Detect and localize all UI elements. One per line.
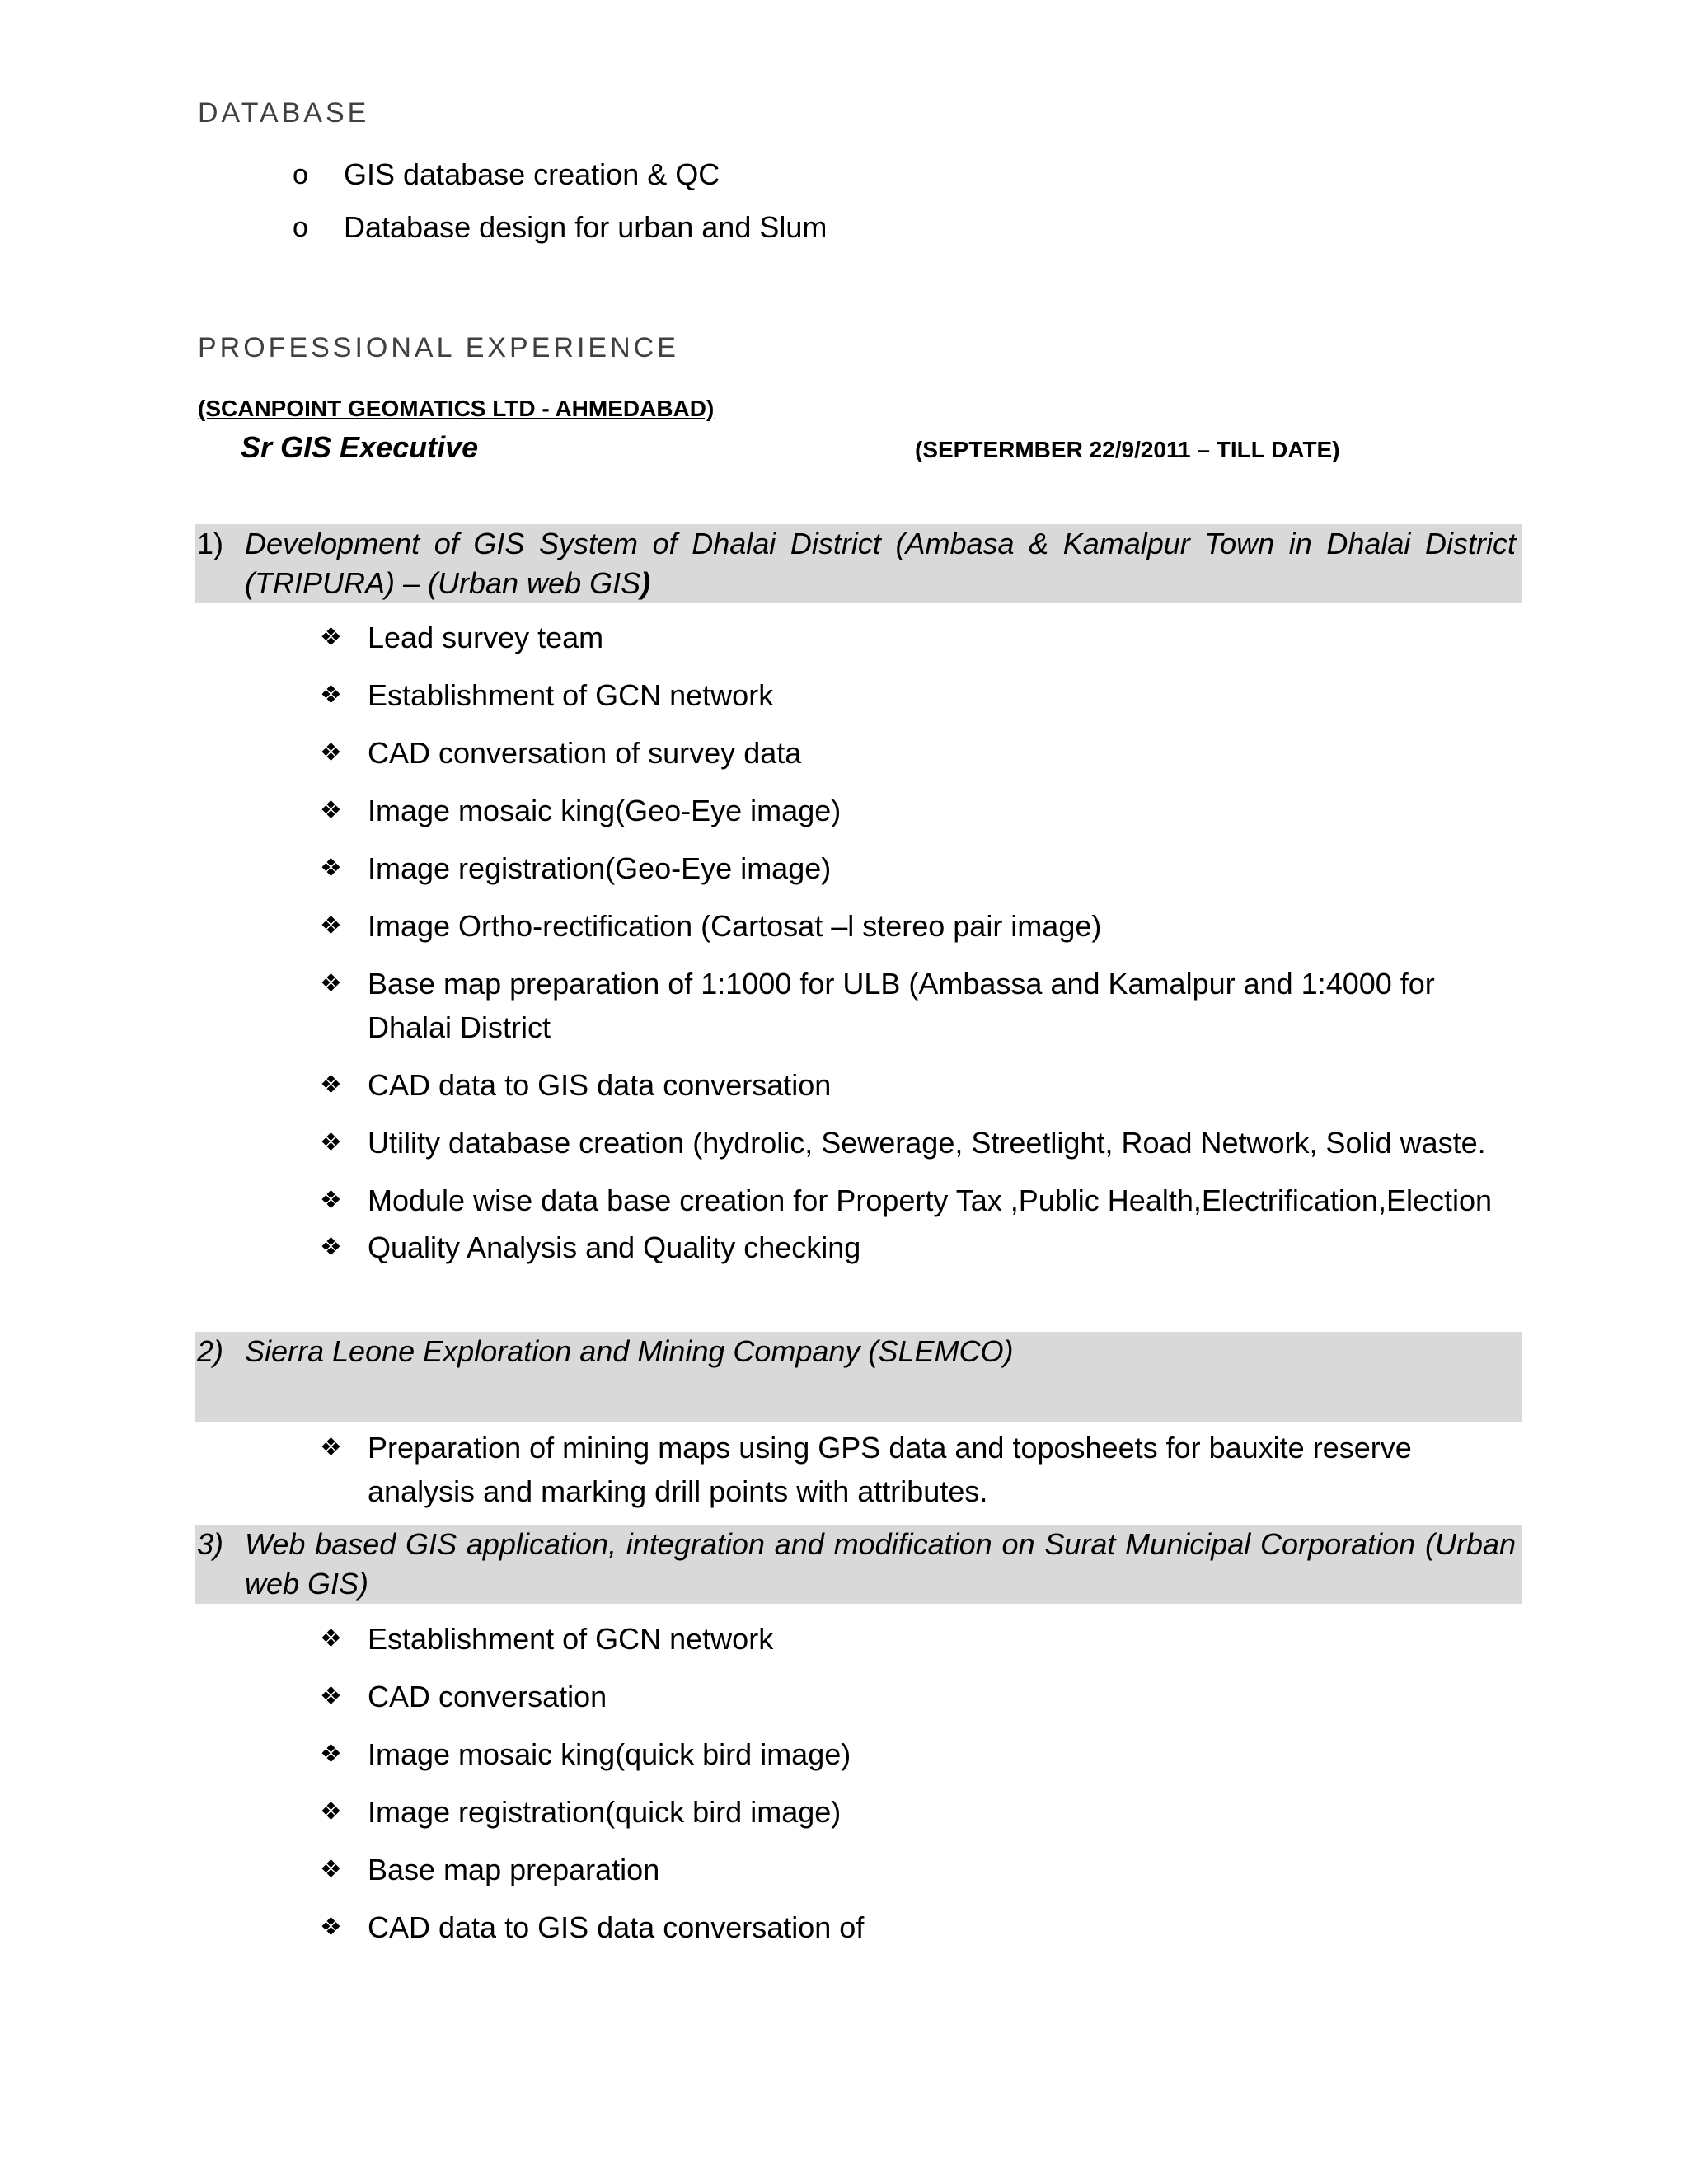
diamond-bullet-icon: ❖: [320, 1071, 342, 1099]
list-item: ❖ Image registration(quick bird image): [320, 1790, 1523, 1834]
project-3-bullets: [320, 1617, 1523, 1963]
database-heading: DATABASE: [198, 97, 370, 129]
project-title: Development of GIS System of Dhalai District (Ambasa & Kamalpur Town in Dhalai District (TRIPURA) – (Urban web GIS): [245, 527, 1516, 600]
job-dates: (SEPTERMBER 22/9/2011 – TILL DATE): [915, 437, 1340, 462]
list-item: ❖ Image registration(Geo-Eye image): [320, 846, 1523, 890]
list-item: ❖ Base map preparation: [320, 1848, 1523, 1891]
project-2-bullets: [320, 1426, 1523, 1527]
list-item: o Database design for urban and Slum: [293, 201, 827, 254]
database-list: [293, 148, 827, 254]
circle-bullet-icon: o: [293, 212, 308, 243]
list-item: ❖ Quality Analysis and Quality checking: [320, 1226, 1523, 1269]
list-item: ❖ CAD data to GIS data conversation of: [320, 1905, 1523, 1949]
diamond-bullet-icon: ❖: [320, 912, 342, 940]
list-item: ❖ Module wise data base creation for Property Tax ,Public Health,Electrification,Election: [320, 1179, 1523, 1222]
diamond-bullet-icon: ❖: [320, 1914, 342, 1941]
project-number: 2): [197, 1334, 224, 1368]
list-item: ❖ CAD data to GIS data conversation: [320, 1063, 1523, 1107]
project-title: Sierra Leone Exploration and Mining Company (SLEMCO): [245, 1334, 1014, 1368]
list-item: ❖ Establishment of GCN network: [320, 673, 1523, 717]
project-number: 3): [197, 1527, 224, 1561]
diamond-bullet-icon: ❖: [320, 1741, 342, 1768]
diamond-bullet-icon: ❖: [320, 970, 342, 997]
diamond-bullet-icon: ❖: [320, 1856, 342, 1883]
list-item: o GIS database creation & QC: [293, 148, 827, 201]
diamond-bullet-icon: ❖: [320, 1129, 342, 1156]
diamond-bullet-icon: ❖: [320, 855, 342, 882]
diamond-bullet-icon: ❖: [320, 1683, 342, 1710]
diamond-bullet-icon: ❖: [320, 1798, 342, 1825]
diamond-bullet-icon: ❖: [320, 739, 342, 766]
diamond-bullet-icon: ❖: [320, 797, 342, 824]
job-role: Sr GIS Executive: [241, 430, 479, 464]
list-item: ❖ Establishment of GCN network: [320, 1617, 1523, 1661]
list-item: ❖ CAD conversation of survey data: [320, 731, 1523, 775]
diamond-bullet-icon: ❖: [320, 1187, 342, 1214]
list-item: ❖ CAD conversation: [320, 1675, 1523, 1718]
diamond-bullet-icon: ❖: [320, 1234, 342, 1261]
list-item: ❖ Image Ortho-rectification (Cartosat –l stereo pair image): [320, 904, 1523, 948]
experience-heading: PROFESSIONAL EXPERIENCE: [198, 332, 679, 363]
project-3-header: [195, 1525, 1522, 1604]
diamond-bullet-icon: ❖: [320, 682, 342, 709]
project-1-bullets: [320, 616, 1523, 1283]
list-item: ❖ Image mosaic king(Geo-Eye image): [320, 789, 1523, 832]
project-number: 1): [197, 527, 224, 560]
list-item: ❖ Lead survey team: [320, 616, 1523, 659]
list-item: ❖ Image mosaic king(quick bird image): [320, 1732, 1523, 1776]
project-2-header: [195, 1332, 1522, 1422]
list-item: ❖ Base map preparation of 1:1000 for ULB (Ambassa and Kamalpur and 1:4000 for Dhalai District: [320, 962, 1523, 1049]
project-1-header: [195, 524, 1522, 603]
diamond-bullet-icon: ❖: [320, 1434, 342, 1461]
project-title: Web based GIS application, integration and modification on Surat Municipal Corporation (Urban web GIS): [245, 1527, 1516, 1601]
diamond-bullet-icon: ❖: [320, 1625, 342, 1652]
list-item: ❖ Utility database creation (hydrolic, Sewerage, Streetlight, Road Network, Solid waste.: [320, 1121, 1523, 1165]
diamond-bullet-icon: ❖: [320, 624, 342, 651]
list-item: ❖ Preparation of mining maps using GPS data and toposheets for bauxite reserve analysis and marking drill points with attributes.: [320, 1426, 1523, 1513]
company-name: (SCANPOINT GEOMATICS LTD - AHMEDABAD): [198, 396, 715, 421]
circle-bullet-icon: o: [293, 159, 308, 190]
